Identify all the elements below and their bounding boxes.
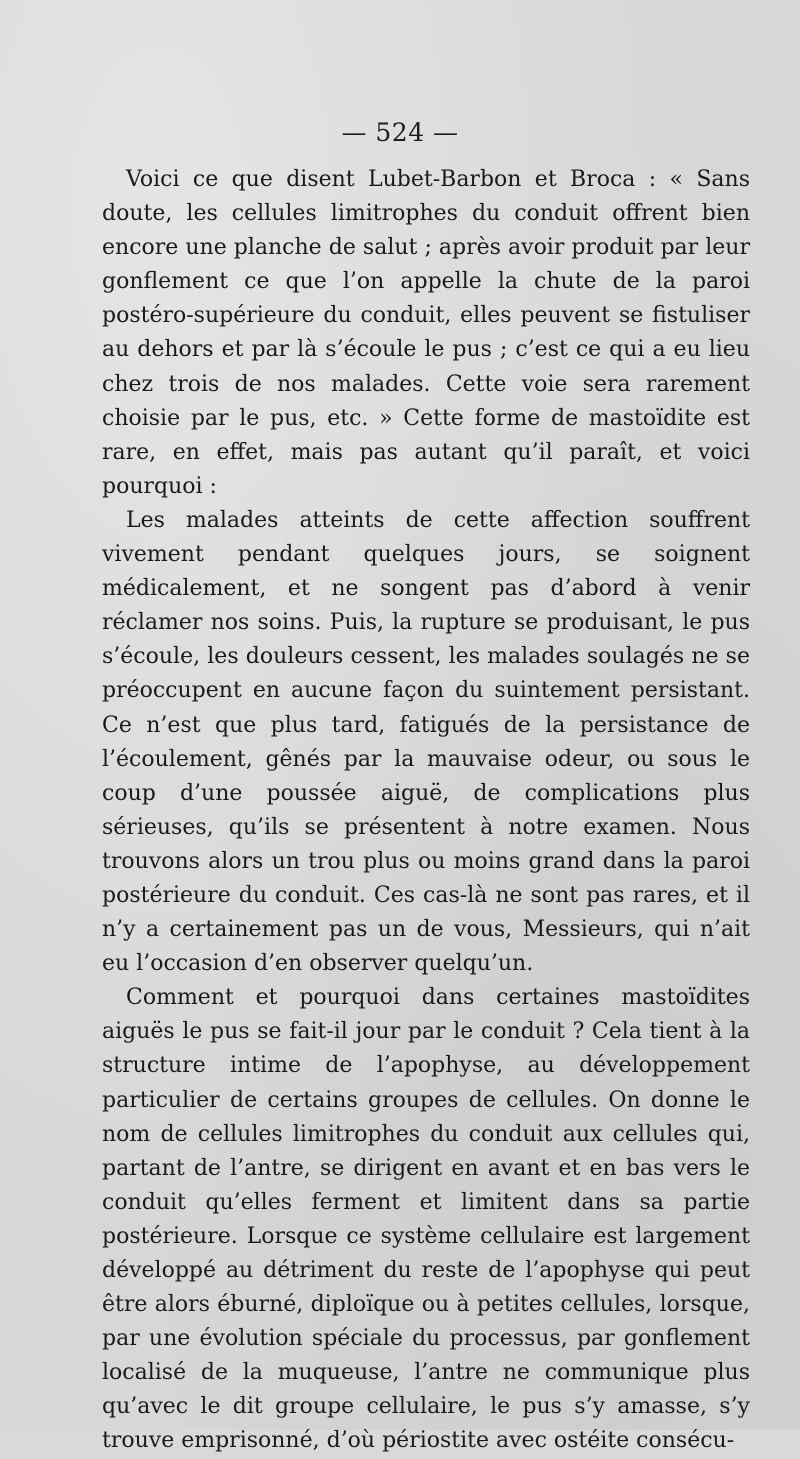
paragraph-lubet-barbon-quote: Voici ce que disent Lubet-Barbon et Broca : « Sans doute, les cellules limitrophes du conduit offrent bien encore une planche de salut ; après avoir produit par leur gonflement ce que l’on appelle la chute de la paroi postéro-supérieure du conduit, elles peuvent se fistuliser au dehors et par là s’écoule le pus ; c’est ce qui a eu lieu chez trois de nos malades. Cette voie sera rarement choisie par le pus, etc. » Cette forme de mastoïdite est rare, en effet, mais pas autant qu’il paraît, et voici pourquoi :: [102, 167, 750, 499]
page-number: — 524 —: [341, 118, 459, 147]
paragraph-cellules-limitrophes: Comment et pourquoi dans certaines mastoïdites aiguës le pus se fait-il jour par le conduit ? Cela tient à la structure intime de l’apophyse, au développement particulier de certains groupes de cellules. On donne le nom de cellules limitrophes du conduit aux cellules qui, partant de l’antre, se dirigent en avant et en bas vers le conduit qu’elles ferment et limitent dans sa partie postérieure. Lorsque ce système cellulaire est largement développé au détriment du reste de l’apophyse qui peut être alors éburné, diploïque ou à petites cellules, lorsque, par une évolution spéciale du processus, par gonflement localisé de la muqueuse, l’antre ne communique plus qu’avec le dit groupe cellulaire, le pus s’y amasse, s’y trouve emprisonné, d’où périostite avec ostéite consécu-: [102, 985, 750, 1454]
paragraph-patients: Les malades atteints de cette affection souffrent vivement pendant quelques jours, se soignent médicalement, et ne songent pas d’abord à venir réclamer nos soins. Puis, la rupture se produisant, le pus s’écoule, les douleurs cessent, les malades soulagés ne se préoccupent en aucune façon du suintement persistant. Ce n’est que plus tard, fatigués de la persistance de l’écoulement, gênés par la mauvaise odeur, ou sous le coup d’une poussée aiguë, de complications plus sérieuses, qu’ils se présentent à notre examen. Nous trouvons alors un trou plus ou moins grand dans la paroi postérieure du conduit. Ces cas-là ne sont pas rares, et il n’y a certainement pas un de vous, Messieurs, qui n’ait eu l’occasion d’en observer quelqu’un.: [102, 507, 750, 977]
body-text: [102, 163, 750, 1459]
